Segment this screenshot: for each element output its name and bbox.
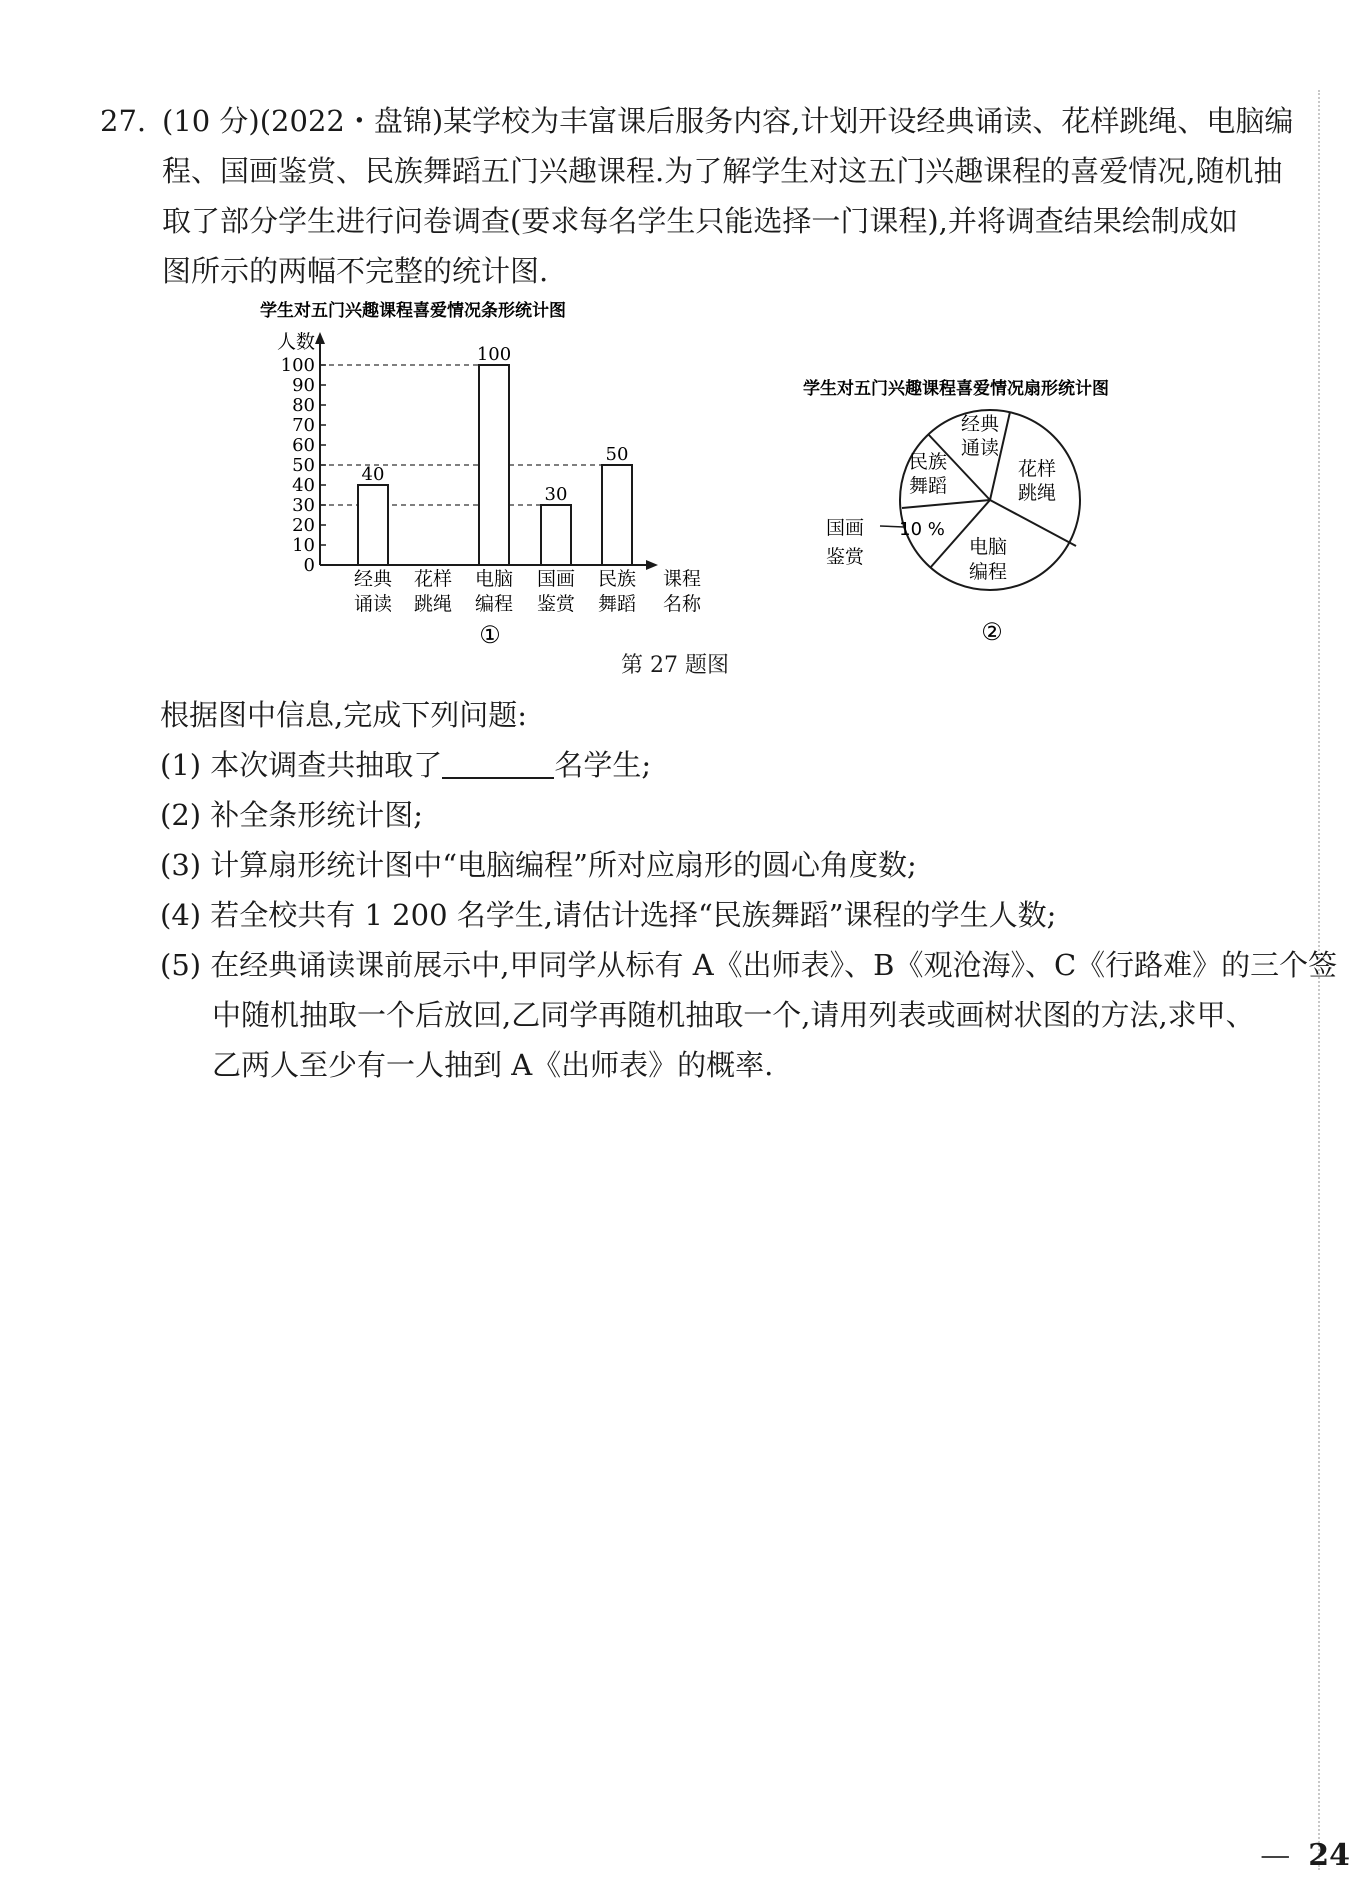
x-category-label-line-1: 电脑 bbox=[474, 568, 514, 590]
bar-chart-y-label: 人数 bbox=[276, 331, 316, 353]
bar-4 bbox=[541, 505, 571, 565]
y-tick-label: 50 bbox=[292, 455, 315, 476]
pie-slice-label-line-1: 电脑 bbox=[968, 536, 1008, 558]
pie-slice-label-line-1: 经典 bbox=[960, 413, 1000, 435]
task-2: (2) 补全条形统计图; bbox=[160, 798, 424, 832]
question-number: 27. bbox=[100, 104, 147, 138]
bar-chart-x-label-line-2: 名称 bbox=[662, 593, 702, 615]
question-line-3: 取了部分学生进行问卷调查(要求每名学生只能选择一门课程),并将调查结果绘制成如 bbox=[162, 204, 1238, 238]
answer-blank[interactable] bbox=[442, 747, 554, 779]
task-4: (4) 若全校共有 1 200 名学生,请估计选择“民族舞蹈”课程的学生人数; bbox=[160, 898, 1057, 932]
question-line-1: 27. (10 分)(2022・盘锦)某学校为丰富课后服务内容,计划开设经典诵读、花样跳绳、电脑编 bbox=[100, 96, 1300, 146]
y-tick-label: 80 bbox=[292, 395, 315, 416]
y-tick-label: 70 bbox=[292, 415, 315, 436]
x-category-label-line-1: 国画 bbox=[536, 568, 576, 590]
x-axis-arrow bbox=[646, 560, 658, 570]
x-category-label-line-1: 民族 bbox=[597, 568, 637, 590]
task-3: (3) 计算扇形统计图中“电脑编程”所对应扇形的圆心角度数; bbox=[160, 848, 917, 882]
task-list bbox=[160, 690, 1338, 1090]
y-tick-label: 0 bbox=[303, 555, 315, 576]
y-tick-label: 40 bbox=[292, 475, 315, 496]
question-line-4: 图所示的两幅不完整的统计图. bbox=[162, 254, 549, 288]
pie-chart-title: 学生对五门兴趣课程喜爱情况扇形统计图 bbox=[803, 379, 1109, 399]
pie-slice-label-line-1: 民族 bbox=[908, 451, 948, 473]
footer-dash: — bbox=[1260, 1838, 1291, 1873]
pie-chart bbox=[803, 378, 1109, 646]
bar-5 bbox=[602, 465, 632, 565]
pie-slice-value-label: 10 % bbox=[899, 519, 945, 540]
task-5-line-1: (5) 在经典诵读课前展示中,甲同学从标有 A《出师表》、B《观沧海》、C《行路难》的三个签 bbox=[160, 948, 1338, 982]
x-category-label-line-2: 编程 bbox=[474, 593, 514, 615]
y-tick-label: 10 bbox=[292, 535, 315, 556]
pie-slice-label-line-2: 鉴赏 bbox=[825, 546, 865, 568]
pie-slice-label-line-1: 花样 bbox=[1017, 458, 1057, 480]
bar-chart bbox=[260, 300, 702, 649]
figure-27 bbox=[0, 0, 1350, 700]
y-tick-label: 20 bbox=[292, 515, 315, 536]
pie-slice-label-line-2: 舞蹈 bbox=[908, 475, 948, 497]
bar-chart-figure-label: ① bbox=[479, 621, 501, 649]
pie-divider-4 bbox=[902, 500, 990, 508]
y-tick-label: 30 bbox=[292, 495, 315, 516]
x-category-label-line-2: 鉴赏 bbox=[536, 593, 576, 615]
pie-slice-label-line-2: 跳绳 bbox=[1017, 482, 1057, 504]
instructions: 根据图中信息,完成下列问题: bbox=[160, 698, 527, 732]
bar-data-label: 30 bbox=[544, 484, 568, 505]
pie-chart-figure-label: ② bbox=[981, 618, 1003, 646]
x-category-label-line-1: 经典 bbox=[353, 568, 393, 590]
pie-slice-label-line-1: 国画 bbox=[825, 517, 865, 539]
page-number: 24 bbox=[1308, 1838, 1350, 1873]
bar-data-label: 40 bbox=[361, 464, 385, 485]
y-axis-arrow bbox=[315, 332, 325, 344]
x-category-label-line-2: 舞蹈 bbox=[597, 593, 637, 615]
figure-caption: 第 27 题图 bbox=[621, 653, 729, 678]
pie-slice-label-line-2: 编程 bbox=[968, 561, 1008, 583]
x-category-label-line-2: 跳绳 bbox=[413, 593, 453, 615]
task-1: (1) 本次调查共抽取了 名学生; bbox=[160, 748, 652, 782]
y-tick-label: 60 bbox=[292, 435, 315, 456]
x-category-label-line-1: 花样 bbox=[413, 568, 453, 590]
bar-1 bbox=[358, 485, 388, 565]
bar-chart-title: 学生对五门兴趣课程喜爱情况条形统计图 bbox=[260, 301, 566, 321]
pie-slice-label-line-2: 通读 bbox=[960, 437, 1000, 459]
question-line-2: 程、国画鉴赏、民族舞蹈五门兴趣课程.为了解学生对这五门兴趣课程的喜爱情况,随机抽 bbox=[162, 154, 1283, 188]
task-5-line-2: 中随机抽取一个后放回,乙同学再随机抽取一个,请用列表或画树状图的方法,求甲、 bbox=[212, 998, 1255, 1032]
x-category-label-line-2: 诵读 bbox=[353, 593, 393, 615]
bar-chart-x-label-line-1: 课程 bbox=[662, 568, 702, 590]
y-tick-label: 100 bbox=[280, 355, 315, 376]
bar-data-label: 100 bbox=[476, 344, 512, 365]
bar-data-label: 50 bbox=[605, 444, 629, 465]
bar-3 bbox=[479, 365, 509, 565]
page-footer bbox=[1260, 1838, 1350, 1873]
y-tick-label: 90 bbox=[292, 375, 315, 396]
task-5-line-3: 乙两人至少有一人抽到 A《出师表》的概率. bbox=[212, 1048, 774, 1082]
